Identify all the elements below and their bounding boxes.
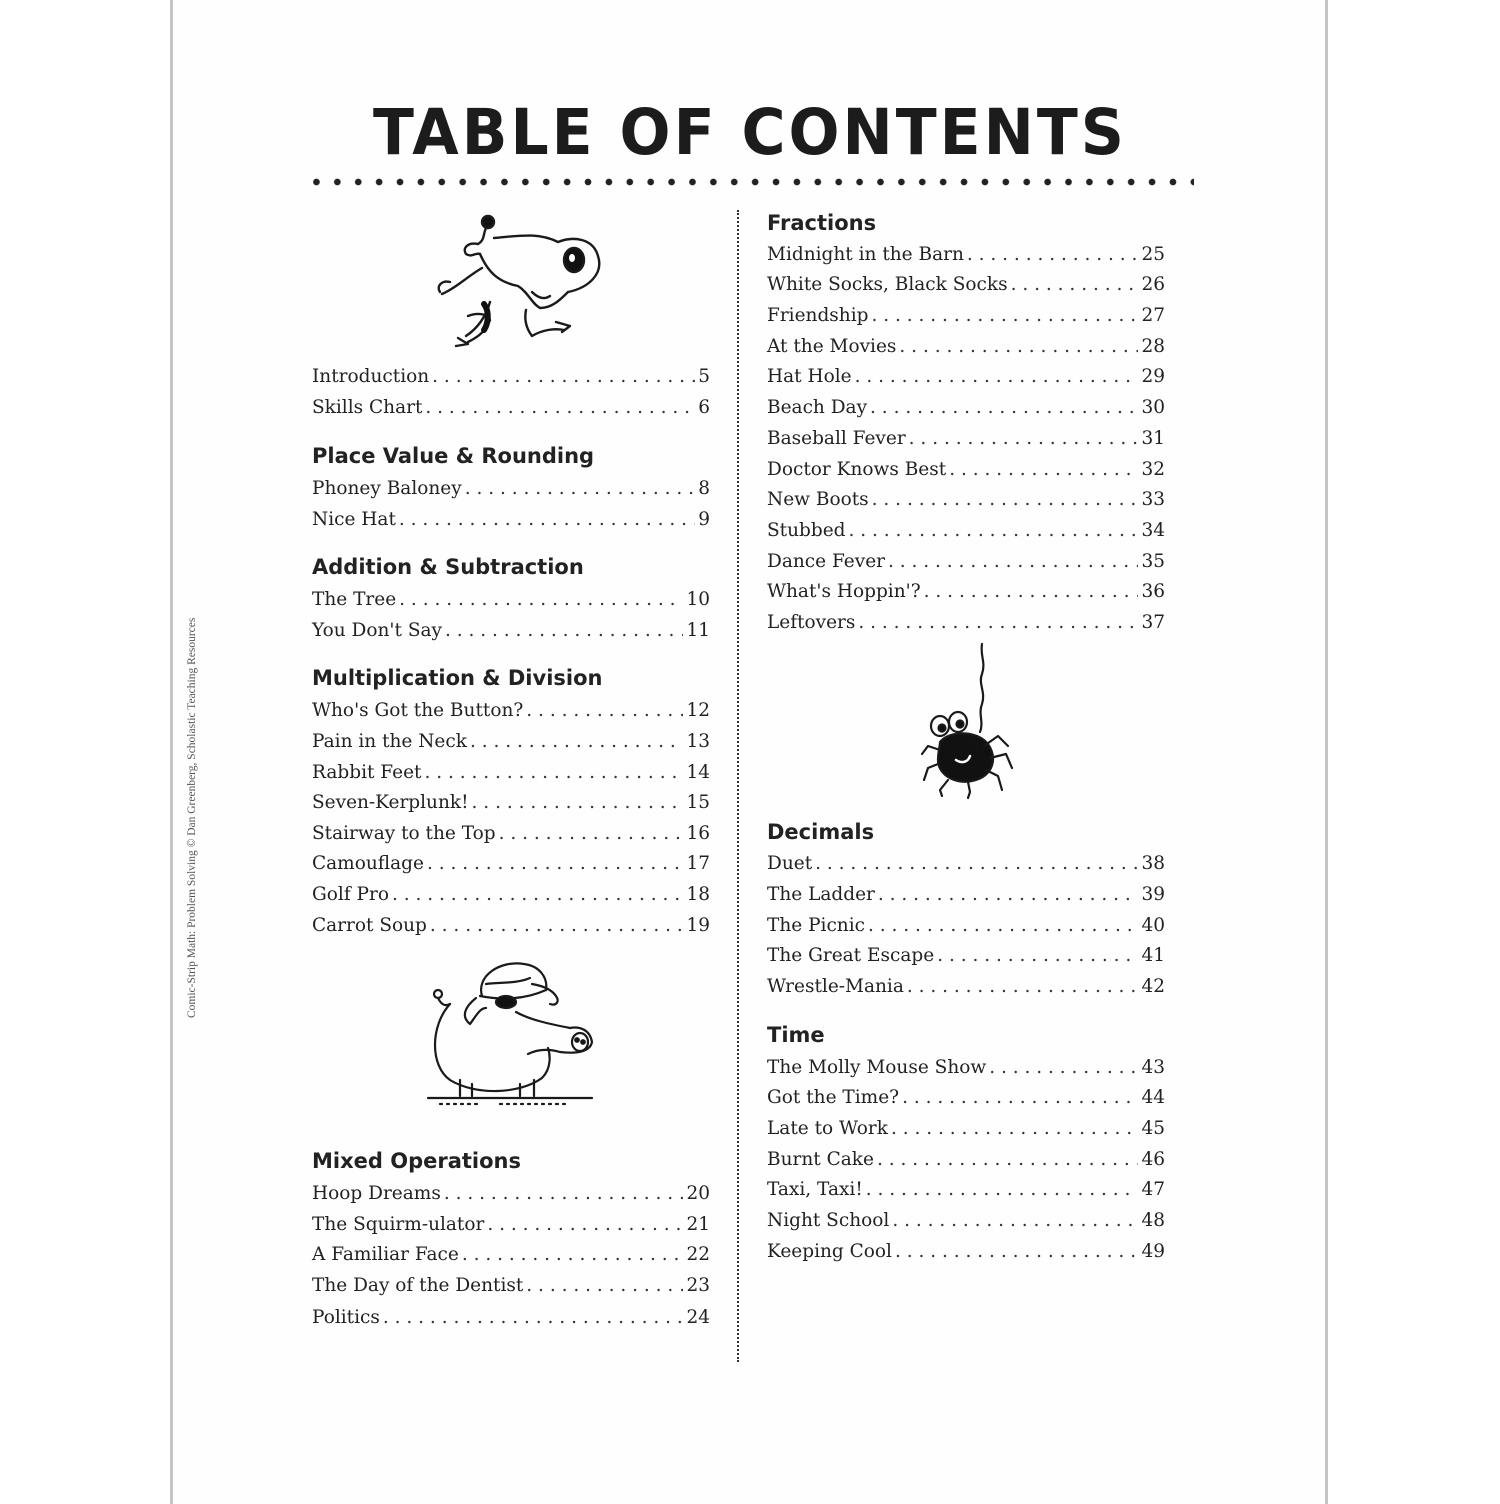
section-heading: Place Value & Rounding (312, 444, 595, 468)
entry-page: 48 (1141, 1210, 1165, 1231)
toc-entry (767, 366, 1165, 387)
toc-entry (767, 1241, 1165, 1262)
entry-title: Dance Fever (767, 551, 885, 572)
entry-title: Skills Chart (312, 397, 423, 418)
entry-page: 9 (698, 509, 710, 530)
entry-title: Keeping Cool (767, 1241, 892, 1262)
toc-entry (767, 1179, 1165, 1200)
entry-page: 37 (1141, 612, 1165, 633)
entry-title: Camouflage (312, 853, 424, 874)
column-divider (737, 210, 739, 1362)
entry-title: Rabbit Feet (312, 762, 422, 783)
toc-entry (312, 397, 710, 418)
page-title: TABLE OF CONTENTS (373, 96, 1127, 170)
entry-page: 12 (686, 700, 710, 721)
entry-title: Pain in the Neck (312, 731, 467, 752)
entry-title: Doctor Knows Best (767, 459, 947, 480)
entry-page: 45 (1141, 1118, 1165, 1139)
entry-page: 18 (686, 884, 710, 905)
entry-page: 8 (698, 478, 710, 499)
entry-title: A Familiar Face (312, 1244, 459, 1265)
toc-entry (312, 478, 710, 499)
toc-entry (767, 612, 1165, 633)
entry-page: 27 (1141, 305, 1165, 326)
toc-entry (312, 853, 710, 874)
entry-page: 24 (686, 1307, 710, 1328)
toc-entry (767, 1087, 1165, 1108)
entry-title: Stubbed (767, 520, 846, 541)
entry-page: 41 (1141, 945, 1165, 966)
section-heading: Fractions (767, 211, 877, 235)
entry-page: 34 (1141, 520, 1165, 541)
toc-entry (312, 762, 710, 783)
entry-title: The Great Escape (767, 945, 935, 966)
entry-page: 44 (1141, 1087, 1165, 1108)
entry-page: 13 (686, 731, 710, 752)
toc-entry (767, 915, 1165, 936)
entry-page: 42 (1141, 976, 1165, 997)
entry-title: The Ladder (767, 884, 875, 905)
toc-entry (312, 589, 710, 610)
toc-entry (767, 336, 1165, 357)
toc-entry (312, 823, 710, 844)
entry-title: The Picnic (767, 915, 866, 936)
entry-title: Hat Hole (767, 366, 852, 387)
entry-page: 22 (686, 1244, 710, 1265)
toc-entry (767, 489, 1165, 510)
entry-page: 11 (686, 620, 710, 641)
entry-page: 25 (1141, 244, 1165, 265)
entry-page: 17 (686, 853, 710, 874)
toc-entry (767, 1057, 1165, 1078)
entry-page: 10 (686, 589, 710, 610)
toc-entry (767, 945, 1165, 966)
entry-title: Nice Hat (312, 509, 396, 530)
entry-page: 49 (1141, 1241, 1165, 1262)
toc-entry (767, 884, 1165, 905)
entry-title: Beach Day (767, 397, 868, 418)
toc-entry (312, 509, 710, 530)
toc-entry (767, 428, 1165, 449)
entry-title: Night School (767, 1210, 890, 1231)
entry-title: Taxi, Taxi! (767, 1179, 863, 1200)
entry-page: 31 (1141, 428, 1165, 449)
entry-title: Seven-Kerplunk! (312, 792, 469, 813)
dotted-divider-rule (306, 178, 1194, 186)
entry-title: The Molly Mouse Show (767, 1057, 987, 1078)
entry-page: 32 (1141, 459, 1165, 480)
toc-entry (312, 620, 710, 641)
entry-title: Phoney Baloney (312, 478, 462, 499)
entry-title: New Boots (767, 489, 869, 510)
entry-title: Golf Pro (312, 884, 389, 905)
entry-page: 33 (1141, 489, 1165, 510)
entry-title: Stairway to the Top (312, 823, 496, 844)
entry-title: Baseball Fever (767, 428, 906, 449)
toc-entry (312, 1214, 710, 1235)
section-heading: Mixed Operations (312, 1149, 521, 1173)
toc-entry (767, 1149, 1165, 1170)
spider-illustration (918, 642, 1018, 800)
entry-title: White Socks, Black Socks (767, 274, 1008, 295)
section-heading: Decimals (767, 820, 875, 844)
entry-page: 29 (1141, 366, 1165, 387)
toc-entry (312, 1183, 710, 1204)
section-heading: Addition & Subtraction (312, 555, 584, 579)
entry-title: Late to Work (767, 1118, 888, 1139)
copyright-credit: Comic-Strip Math: Problem Solving © Dan Greenberg, Scholastic Teaching Resources (186, 617, 198, 1018)
toc-entry (767, 1210, 1165, 1231)
toc-entry (312, 1244, 710, 1265)
entry-page: 15 (686, 792, 710, 813)
entry-title: The Day of the Dentist (312, 1275, 524, 1296)
entry-title: Introduction (312, 366, 430, 387)
toc-entry (767, 459, 1165, 480)
toc-entry (767, 1118, 1165, 1139)
entry-title: Carrot Soup (312, 915, 427, 936)
entry-title: The Squirm-ulator (312, 1214, 485, 1235)
entry-page: 23 (686, 1275, 710, 1296)
entry-page: 43 (1141, 1057, 1165, 1078)
toc-entry (767, 551, 1165, 572)
entry-page: 28 (1141, 336, 1165, 357)
entry-title: Burnt Cake (767, 1149, 874, 1170)
entry-title: What's Hoppin'? (767, 581, 921, 602)
entry-page: 30 (1141, 397, 1165, 418)
toc-entry (312, 792, 710, 813)
entry-page: 39 (1141, 884, 1165, 905)
entry-page: 35 (1141, 551, 1165, 572)
entry-title: Got the Time? (767, 1087, 900, 1108)
entry-page: 20 (686, 1183, 710, 1204)
entry-page: 16 (686, 823, 710, 844)
entry-page: 6 (698, 397, 710, 418)
entry-page: 5 (698, 366, 710, 387)
toc-entry (312, 700, 710, 721)
entry-page: 40 (1141, 915, 1165, 936)
toc-entry (767, 853, 1165, 874)
section-heading: Time (767, 1023, 825, 1047)
entry-title: Who's Got the Button? (312, 700, 524, 721)
entry-title: Leftovers (767, 612, 856, 633)
toc-entry (767, 305, 1165, 326)
toc-entry (312, 1275, 710, 1296)
toc-entry (312, 731, 710, 752)
toc-entry (312, 915, 710, 936)
entry-page: 14 (686, 762, 710, 783)
toc-entry (312, 366, 710, 387)
section-heading: Multiplication & Division (312, 666, 603, 690)
pig-illustration (420, 956, 600, 1108)
toc-entry (312, 884, 710, 905)
entry-title: Hoop Dreams (312, 1183, 441, 1204)
entry-title: At the Movies (767, 336, 897, 357)
entry-page: 19 (686, 915, 710, 936)
dog-illustration (428, 212, 608, 352)
entry-title: Politics (312, 1307, 380, 1328)
toc-entry (767, 520, 1165, 541)
entry-page: 46 (1141, 1149, 1165, 1170)
entry-title: Friendship (767, 305, 869, 326)
toc-entry (767, 397, 1165, 418)
entry-title: Wrestle-Mania (767, 976, 904, 997)
entry-page: 47 (1141, 1179, 1165, 1200)
entry-title: You Don't Say (312, 620, 442, 641)
toc-entry (312, 1307, 710, 1328)
entry-title: Duet (767, 853, 813, 874)
entry-page: 38 (1141, 853, 1165, 874)
toc-entry (767, 244, 1165, 265)
toc-entry (767, 274, 1165, 295)
toc-entry (767, 976, 1165, 997)
entry-page: 26 (1141, 274, 1165, 295)
entry-page: 36 (1141, 581, 1165, 602)
entry-title: Midnight in the Barn (767, 244, 964, 265)
entry-page: 21 (686, 1214, 710, 1235)
toc-entry (767, 581, 1165, 602)
entry-title: The Tree (312, 589, 397, 610)
